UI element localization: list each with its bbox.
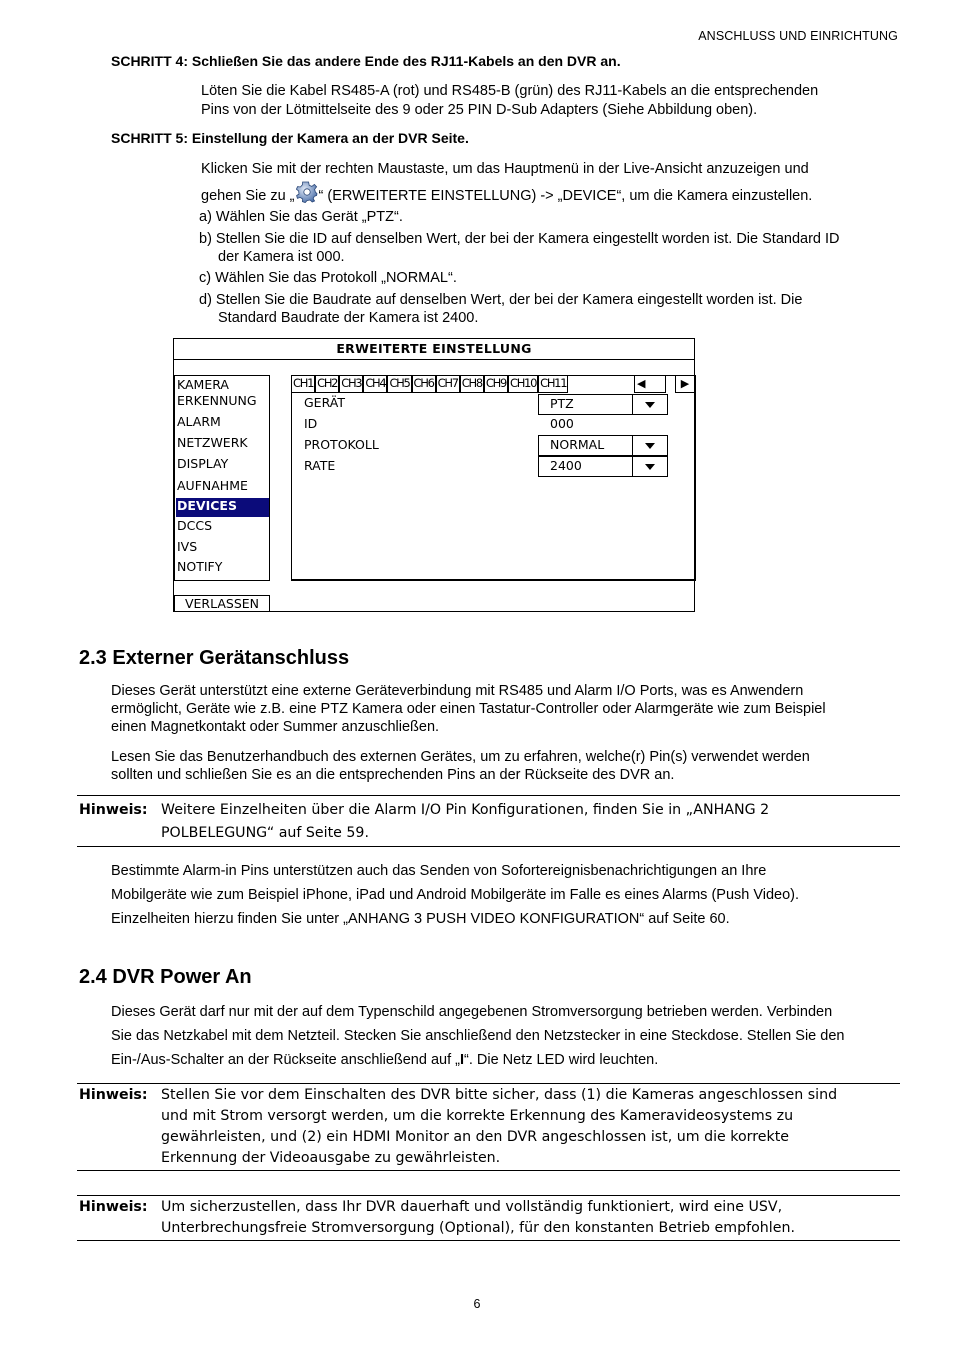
tab-ch7[interactable]: CH7 [436, 376, 460, 393]
protocol-value: NORMAL [550, 437, 605, 452]
menu-item-notify[interactable]: NOTIFY [177, 559, 223, 574]
menu-item-erkennung[interactable]: ERKENNUNG [177, 393, 257, 408]
tab-ch8[interactable]: CH8 [460, 376, 484, 393]
step5-line2: gehen Sie zu „ “ (ERWEITERTE EINSTELLUNG) -> „DEVICE“, um die Kamera einzustellen. [201, 181, 812, 206]
step5-item-d-cont: Standard Baudrate der Kamera ist 2400. [218, 310, 479, 326]
menu-item-display[interactable]: DISPLAY [177, 456, 229, 471]
title-divider [174, 359, 694, 360]
section-2-4-heading: 2.4 DVR Power An [79, 966, 252, 988]
tab-ch6[interactable]: CH6 [412, 376, 436, 393]
rate-select[interactable] [538, 456, 668, 477]
step5-item-c: c) Wählen Sie das Protokoll „NORMAL“. [199, 270, 457, 286]
chevron-down-icon[interactable] [632, 457, 667, 476]
step4-line2: Pins von der Lötmittelseite des 9 oder 25 PIN D-Sub Adapters (Siehe Abbildung oben). [201, 102, 758, 118]
advanced-settings-dialog [173, 338, 695, 612]
menu-item-netzwerk[interactable]: NETZWERK [177, 435, 248, 450]
protocol-select[interactable] [538, 435, 668, 456]
tab-ch5[interactable]: CH5 [387, 376, 411, 393]
tab-ch4[interactable]: CH4 [363, 376, 387, 393]
menu-item-aufnahme[interactable]: AUFNAHME [177, 478, 248, 493]
section-2-3-paragraph-3: Bestimmte Alarm-in Pins unterstützen auch das Senden von Sofortereignisbenachrichtigungen an Ihre Mobilgeräte wie zum Beispiel iPhone, iPad und Android Mobilgeräte im Falle es eines Alarms (Push Video). Einzelheiten hierzu finden Sie unter „ANHANG 3 PUSH VIDEO KONFIGURATION“ auf Seite 60. [111, 863, 800, 927]
step5-item-d: d) Stellen Sie die Baudrate auf denselben Wert, der bei der Kamera eingestellt worden ist. Die [199, 292, 803, 308]
step5-title: SCHRITT 5: Einstellung der Kamera an der DVR Seite. [111, 130, 469, 146]
menu-item-alarm[interactable]: ALARM [177, 414, 221, 429]
menu-item-kamera[interactable]: KAMERA [177, 377, 229, 392]
tab-ch11[interactable]: CH11 [538, 376, 568, 393]
note-label: Hinweis: [79, 1087, 148, 1103]
running-header: ANSCHLUSS UND EINRICHTUNG [698, 29, 898, 43]
device-select[interactable] [538, 394, 668, 415]
chevron-down-icon[interactable] [632, 436, 667, 455]
device-label: GERÄT [304, 395, 345, 410]
page-number: 6 [473, 1297, 481, 1311]
id-label: ID [304, 416, 318, 431]
step5-line1: Klicken Sie mit der rechten Maustaste, um das Hauptmenü in der Live-Ansicht anzuzeigen und [201, 161, 809, 177]
tab-ch3[interactable]: CH3 [339, 376, 363, 393]
channel-tabs [292, 376, 568, 392]
device-value: PTZ [550, 396, 574, 411]
step5-item-b: b) Stellen Sie die ID auf denselben Wert, der bei der Kamera eingestellt worden ist. Die Standard ID [199, 231, 840, 247]
settings-menu [174, 375, 270, 581]
devices-panel [291, 375, 696, 581]
bottom-divider [291, 579, 694, 580]
section-2-4-paragraph-1: Dieses Gerät darf nur mit der auf dem Typenschild angegebenen Stromversorgung betrieben werden. Verbinden Sie das Netzkabel mit dem Netzteil. Stecken Sie anschließend den Netzstecker in eine Steckdose. Stellen Sie den Ein-/Aus-Schalter an der Rückseite anschließend auf „I“. Die Netz LED wird leuchten. [111, 1004, 845, 1068]
note-label: Hinweis: [79, 1199, 148, 1215]
step5-item-b-cont: der Kamera ist 000. [218, 249, 345, 265]
rate-value: 2400 [550, 458, 582, 473]
section-2-3-paragraph-2: Lesen Sie das Benutzerhandbuch des externen Gerätes, um zu erfahren, welche(r) Pin(s) verwendet werden sollten und schließen Sie es an die entsprechenden Pins an der Rückseite des DVR an. [111, 749, 810, 783]
protocol-label: PROTOKOLL [304, 437, 379, 452]
note-divider [77, 1240, 900, 1241]
tab-ch2[interactable]: CH2 [315, 376, 339, 393]
note-label: Hinweis: [79, 802, 148, 818]
menu-item-dccs[interactable]: DCCS [177, 518, 213, 533]
power-on-symbol: I [459, 1052, 465, 1068]
step4-title: SCHRITT 4: Schließen Sie das andere Ende des RJ11-Kabels an den DVR an. [111, 53, 621, 69]
note-divider [77, 795, 900, 796]
menu-item-devices[interactable]: DEVICES [176, 498, 269, 517]
note-alarm-pins: Hinweis: Weitere Einzelheiten über die Alarm I/O Pin Konfigurationen, finden Sie in „ANHANG 2 POLBELEGUNG“ auf Seite 59. [79, 799, 899, 845]
note-ups: Hinweis: Um sicherzustellen, dass Ihr DVR dauerhaft und vollständig funktioniert, wird eine USV, Unterbrechungsfreie Stromversorgung (Optional), für den konstanten Betrieb empfohlen. [79, 1199, 795, 1236]
note-divider [77, 846, 900, 847]
prev-channel-button[interactable]: ◀ [634, 376, 666, 393]
tab-ch1[interactable]: CH1 [292, 376, 315, 393]
gear-icon [296, 181, 318, 203]
tab-ch10[interactable]: CH10 [508, 376, 538, 393]
tab-ch9[interactable]: CH9 [484, 376, 508, 393]
rate-label: RATE [304, 458, 336, 473]
note-divider [77, 1170, 900, 1171]
next-channel-button[interactable]: ▶ [675, 376, 695, 393]
dialog-title: ERWEITERTE EINSTELLUNG [336, 341, 532, 356]
exit-button[interactable]: VERLASSEN [174, 595, 270, 611]
step5-item-a: a) Wählen Sie das Gerät „PTZ“. [199, 209, 403, 225]
note-divider [77, 1195, 900, 1196]
step4-line1: Löten Sie die Kabel RS485-A (rot) und RS485-B (grün) des RJ11-Kabels an die entsprechenden [201, 83, 819, 99]
note-divider [77, 1083, 900, 1084]
chevron-down-icon[interactable] [632, 395, 667, 414]
section-2-3-paragraph-1: Dieses Gerät unterstützt eine externe Geräteverbindung mit RS485 und Alarm I/O Ports, was es Anwendern ermöglicht, Geräte wie z.B. eine PTZ Kamera oder einen Tastatur-Controller oder Alarmgeräte wie zum Beispiel einen Magnetkontakt oder Summer anzuschließen. [111, 683, 826, 735]
id-field[interactable]: 000 [550, 416, 574, 431]
note-power-on: Hinweis: Stellen Sie vor dem Einschalten des DVR bitte sicher, dass (1) die Kameras angeschlossen sind und mit Strom versorgt werden, um die korrekte Erkennung des Kameravideosystems zu gewährleisten, und (2) ein HDMI Monitor an den DVR angeschlossen ist, um die korrekte Erkennung der Videoausgabe zu gewährleisten. [79, 1087, 838, 1166]
section-2-3-heading: 2.3 Externer Gerätanschluss [79, 647, 350, 669]
menu-item-ivs[interactable]: IVS [177, 539, 198, 554]
